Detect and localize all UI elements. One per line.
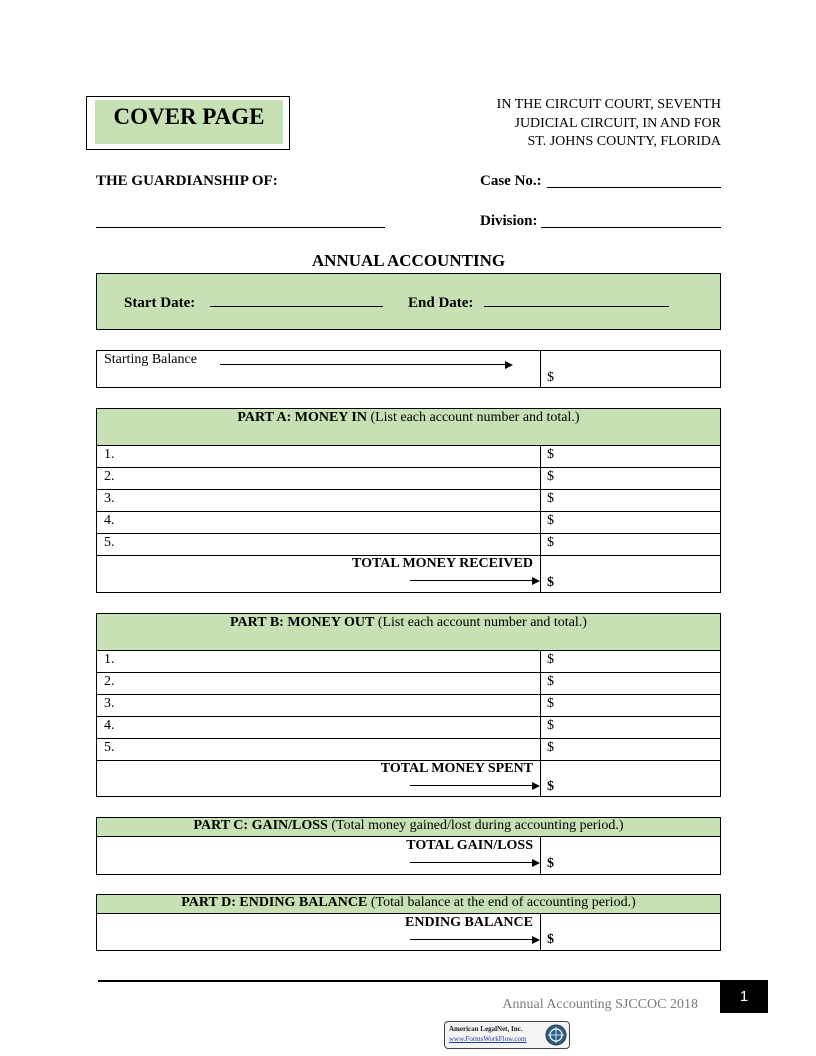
footer-form-name: Annual Accounting SJCCOC 2018 bbox=[502, 997, 698, 1012]
ending-balance-label: ENDING BALANCE bbox=[405, 915, 533, 930]
part-a-amount-4[interactable]: $ bbox=[547, 513, 554, 528]
globe-icon bbox=[545, 1024, 567, 1046]
case-no-label: Case No.: bbox=[480, 173, 542, 189]
part-d-title: PART D: ENDING BALANCE bbox=[181, 895, 368, 910]
part-b-note: (List each account number and total.) bbox=[377, 615, 587, 630]
start-date-label: Start Date: bbox=[124, 295, 196, 311]
footer-rule bbox=[98, 980, 720, 982]
part-b-row-4[interactable]: 4. bbox=[104, 718, 115, 733]
part-b-heading bbox=[96, 615, 721, 631]
start-date-field[interactable] bbox=[210, 306, 383, 307]
court-heading bbox=[497, 96, 721, 152]
arrow-line bbox=[410, 580, 533, 581]
part-c-note: (Total money gained/lost during accounting period.) bbox=[331, 818, 624, 833]
part-a-row-5[interactable]: 5. bbox=[104, 535, 115, 550]
american-legalnet-logo[interactable] bbox=[444, 1021, 570, 1049]
arrow-line bbox=[220, 364, 506, 365]
court-line-1: IN THE CIRCUIT COURT, SEVENTH bbox=[496, 97, 721, 112]
divider bbox=[540, 836, 541, 875]
divider bbox=[96, 467, 721, 468]
case-no-field[interactable] bbox=[547, 187, 721, 188]
total-money-received-amount[interactable]: $ bbox=[547, 575, 554, 590]
arrow-right-icon bbox=[532, 859, 540, 867]
total-gain-loss-label: TOTAL GAIN/LOSS bbox=[406, 838, 533, 853]
ending-balance-amount[interactable]: $ bbox=[547, 932, 554, 947]
guardianship-name-field[interactable] bbox=[96, 227, 385, 228]
divider bbox=[96, 672, 721, 673]
division-label: Division: bbox=[480, 213, 538, 229]
divider bbox=[96, 533, 721, 534]
guardianship-label: THE GUARDIANSHIP OF: bbox=[96, 173, 278, 189]
arrow-right-icon bbox=[532, 936, 540, 944]
part-b-title: PART B: MONEY OUT bbox=[230, 615, 375, 630]
divider bbox=[540, 350, 541, 388]
part-a-heading bbox=[96, 410, 721, 426]
total-money-received-label: TOTAL MONEY RECEIVED bbox=[352, 556, 533, 571]
part-a-amount-1[interactable]: $ bbox=[547, 447, 554, 462]
part-b-row-1[interactable]: 1. bbox=[104, 652, 115, 667]
logo-website: www.FormsWorkFlow.com bbox=[449, 1035, 527, 1043]
arrow-line bbox=[410, 785, 533, 786]
part-a-title: PART A: MONEY IN bbox=[237, 410, 367, 425]
part-d-note: (Total balance at the end of accounting period.) bbox=[370, 895, 636, 910]
part-c-title: PART C: GAIN/LOSS bbox=[193, 818, 328, 833]
arrow-right-icon bbox=[505, 361, 513, 369]
arrow-right-icon bbox=[532, 782, 540, 790]
divider bbox=[96, 511, 721, 512]
court-line-2: JUDICIAL CIRCUIT, IN AND FOR bbox=[514, 115, 721, 131]
part-a-row-4[interactable]: 4. bbox=[104, 513, 115, 528]
part-b-amount-2[interactable]: $ bbox=[547, 674, 554, 689]
arrow-line bbox=[410, 939, 533, 940]
part-b-amount-5[interactable]: $ bbox=[547, 740, 554, 755]
part-c-heading bbox=[96, 818, 721, 834]
divider bbox=[96, 489, 721, 490]
divider bbox=[540, 913, 541, 951]
part-a-row-3[interactable]: 3. bbox=[104, 491, 115, 506]
annual-accounting-title: ANNUAL ACCOUNTING bbox=[311, 251, 506, 270]
part-a-amount-3[interactable]: $ bbox=[547, 491, 554, 506]
page-number: 1 bbox=[720, 980, 768, 1013]
end-date-label: End Date: bbox=[408, 295, 474, 311]
total-gain-loss-amount[interactable]: $ bbox=[547, 856, 554, 871]
arrow-line bbox=[410, 862, 533, 863]
part-b-amount-4[interactable]: $ bbox=[547, 718, 554, 733]
part-b-amount-3[interactable]: $ bbox=[547, 696, 554, 711]
logo-company-name: American LegalNet, Inc. bbox=[449, 1025, 523, 1033]
division-field[interactable] bbox=[541, 227, 721, 228]
court-line-3: ST. JOHNS COUNTY, FLORIDA bbox=[527, 134, 721, 149]
part-b-row-5[interactable]: 5. bbox=[104, 740, 115, 755]
part-a-amount-5[interactable]: $ bbox=[547, 535, 554, 550]
part-a-note: (List each account number and total.) bbox=[370, 410, 580, 425]
arrow-right-icon bbox=[532, 577, 540, 585]
divider bbox=[96, 716, 721, 717]
part-a-row-2[interactable]: 2. bbox=[104, 469, 115, 484]
divider bbox=[96, 738, 721, 739]
total-money-spent-amount[interactable]: $ bbox=[547, 779, 554, 794]
part-d-heading bbox=[96, 895, 721, 911]
part-a-row-1[interactable]: 1. bbox=[104, 447, 115, 462]
total-money-spent-label: TOTAL MONEY SPENT bbox=[380, 761, 533, 776]
part-b-row-2[interactable]: 2. bbox=[104, 674, 115, 689]
end-date-field[interactable] bbox=[484, 306, 669, 307]
divider bbox=[96, 694, 721, 695]
starting-balance-label: Starting Balance bbox=[104, 352, 197, 367]
part-b-row-3[interactable]: 3. bbox=[104, 696, 115, 711]
cover-page-title: COVER PAGE bbox=[95, 100, 283, 144]
part-a-amount-2[interactable]: $ bbox=[547, 469, 554, 484]
part-b-amount-1[interactable]: $ bbox=[547, 652, 554, 667]
starting-balance-amount[interactable]: $ bbox=[547, 370, 554, 385]
